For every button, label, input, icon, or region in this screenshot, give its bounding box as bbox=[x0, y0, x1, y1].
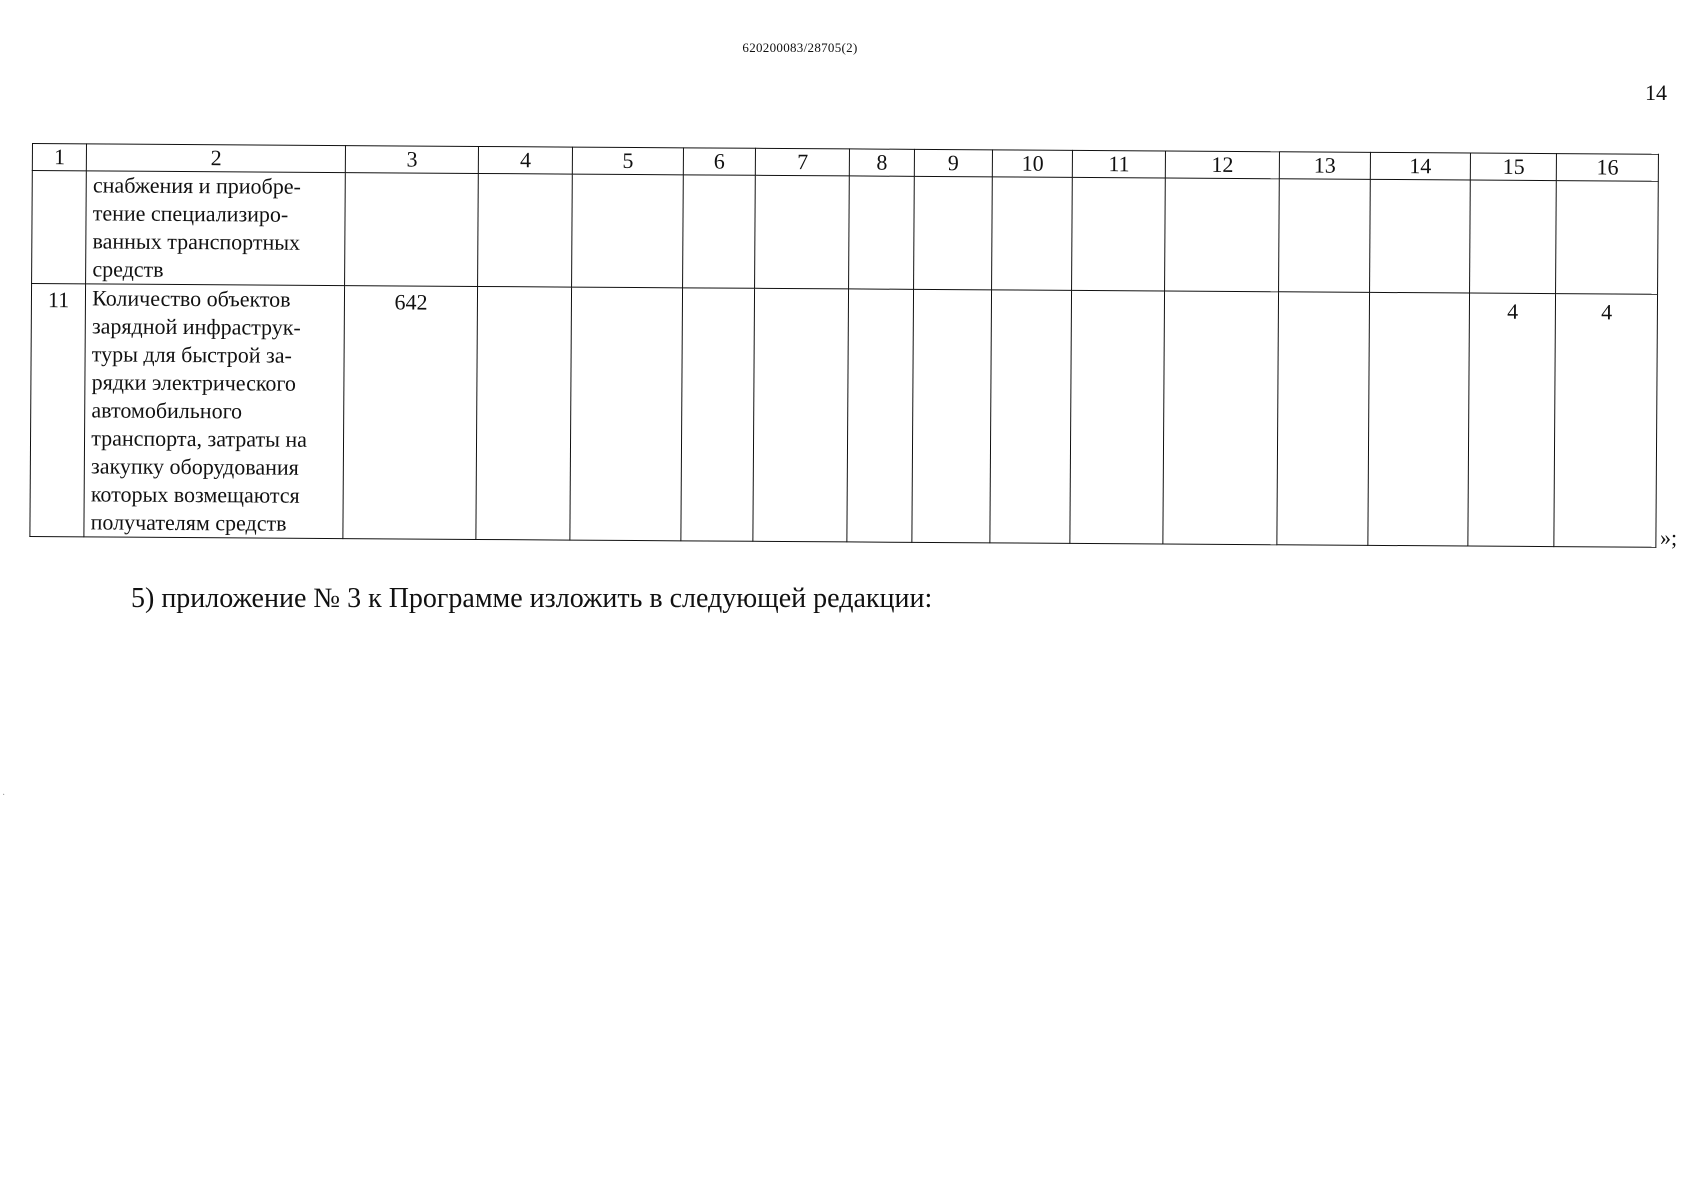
column-number-header: 6 bbox=[683, 148, 755, 175]
description-line: средств bbox=[92, 256, 164, 282]
value-cell-col-13 bbox=[1277, 292, 1369, 546]
value-cell-col-10 bbox=[990, 290, 1072, 544]
value-cell-col-16 bbox=[1556, 181, 1658, 295]
value-cell-col-4 bbox=[477, 173, 572, 287]
column-number-header: 13 bbox=[1280, 152, 1371, 180]
table-row-11 bbox=[30, 284, 1658, 548]
value-cell-col-16: 4 bbox=[1554, 294, 1657, 548]
data-table bbox=[29, 143, 1659, 548]
document-id: 620200083/28705(2) bbox=[742, 40, 858, 55]
column-number-header: 9 bbox=[914, 149, 993, 177]
value-cell-col-7 bbox=[753, 288, 849, 542]
description-line: тение специализиро- bbox=[92, 200, 289, 227]
description-line: автомобильного bbox=[91, 397, 243, 424]
value-cell-col-9 bbox=[912, 289, 992, 543]
value-cell-col-5 bbox=[572, 174, 683, 288]
value-cell-col-6 bbox=[681, 288, 755, 541]
column-number-header: 4 bbox=[478, 146, 573, 174]
column-number-header: 16 bbox=[1557, 154, 1659, 182]
description-cell bbox=[86, 171, 346, 286]
description-line: получателям средств bbox=[90, 509, 287, 536]
column-number-header: 15 bbox=[1470, 153, 1557, 181]
column-number-header: 12 bbox=[1165, 151, 1280, 179]
column-number-header: 7 bbox=[755, 148, 850, 176]
row-number-cell: 11 bbox=[30, 284, 86, 537]
column-number-header: 5 bbox=[573, 147, 684, 175]
closing-quote-mark: »; bbox=[1660, 525, 1678, 550]
description-line: закупку оборудования bbox=[90, 453, 299, 480]
column-number-header: 8 bbox=[850, 149, 914, 176]
value-cell-col-14 bbox=[1369, 179, 1470, 293]
column-number-header: 3 bbox=[346, 146, 479, 174]
column-number-header: 10 bbox=[992, 150, 1073, 178]
body-paragraph: 5) приложение № 3 к Программе изложить в следующей редакции: bbox=[131, 583, 933, 614]
description-line: зарядной инфраструк- bbox=[91, 313, 301, 340]
column-number-header: 11 bbox=[1073, 150, 1166, 178]
value-cell-col-11 bbox=[1072, 177, 1165, 291]
value-cell-col-3 bbox=[345, 173, 478, 287]
description-line: ванных транспортных bbox=[92, 228, 301, 255]
value-cell-col-9 bbox=[913, 176, 992, 290]
table-row-continuation bbox=[32, 171, 1659, 295]
value-cell-col-8 bbox=[849, 176, 914, 289]
value-cell-col-4 bbox=[476, 286, 572, 540]
column-number-header: 1 bbox=[32, 144, 86, 171]
value-cell-col-12 bbox=[1163, 291, 1279, 545]
value-cell-col-10 bbox=[992, 177, 1073, 291]
description-line: рядки электрического bbox=[91, 369, 297, 396]
page-number: 14 bbox=[1645, 80, 1667, 105]
row-number-cell bbox=[32, 171, 87, 284]
description-line: снабжения и приобре- bbox=[92, 172, 301, 199]
description-line: которых возмещаются bbox=[90, 481, 300, 508]
scan-artifact: · bbox=[2, 790, 6, 801]
value-cell-col-3: 642 bbox=[343, 286, 477, 540]
value-cell-col-12 bbox=[1164, 178, 1279, 292]
value-cell-col-15: 4 bbox=[1468, 293, 1556, 547]
value-cell-col-7 bbox=[755, 175, 850, 289]
description-line: транспорта, затраты на bbox=[91, 425, 308, 452]
description-line: Количество объектов bbox=[92, 285, 291, 312]
value-cell-col-11 bbox=[1070, 290, 1164, 544]
value-cell-col-15 bbox=[1470, 180, 1557, 294]
value-cell-col-6 bbox=[682, 175, 755, 288]
description-cell bbox=[84, 284, 345, 539]
column-number-header: 2 bbox=[87, 144, 346, 173]
column-number-header: 14 bbox=[1370, 152, 1471, 180]
value-cell-col-13 bbox=[1279, 179, 1370, 293]
description-line: туры для быстрой за- bbox=[91, 341, 292, 368]
value-cell-col-5 bbox=[570, 287, 682, 541]
table-container bbox=[29, 143, 1659, 548]
value-cell-col-14 bbox=[1368, 292, 1470, 546]
value-cell-col-8 bbox=[847, 289, 913, 542]
